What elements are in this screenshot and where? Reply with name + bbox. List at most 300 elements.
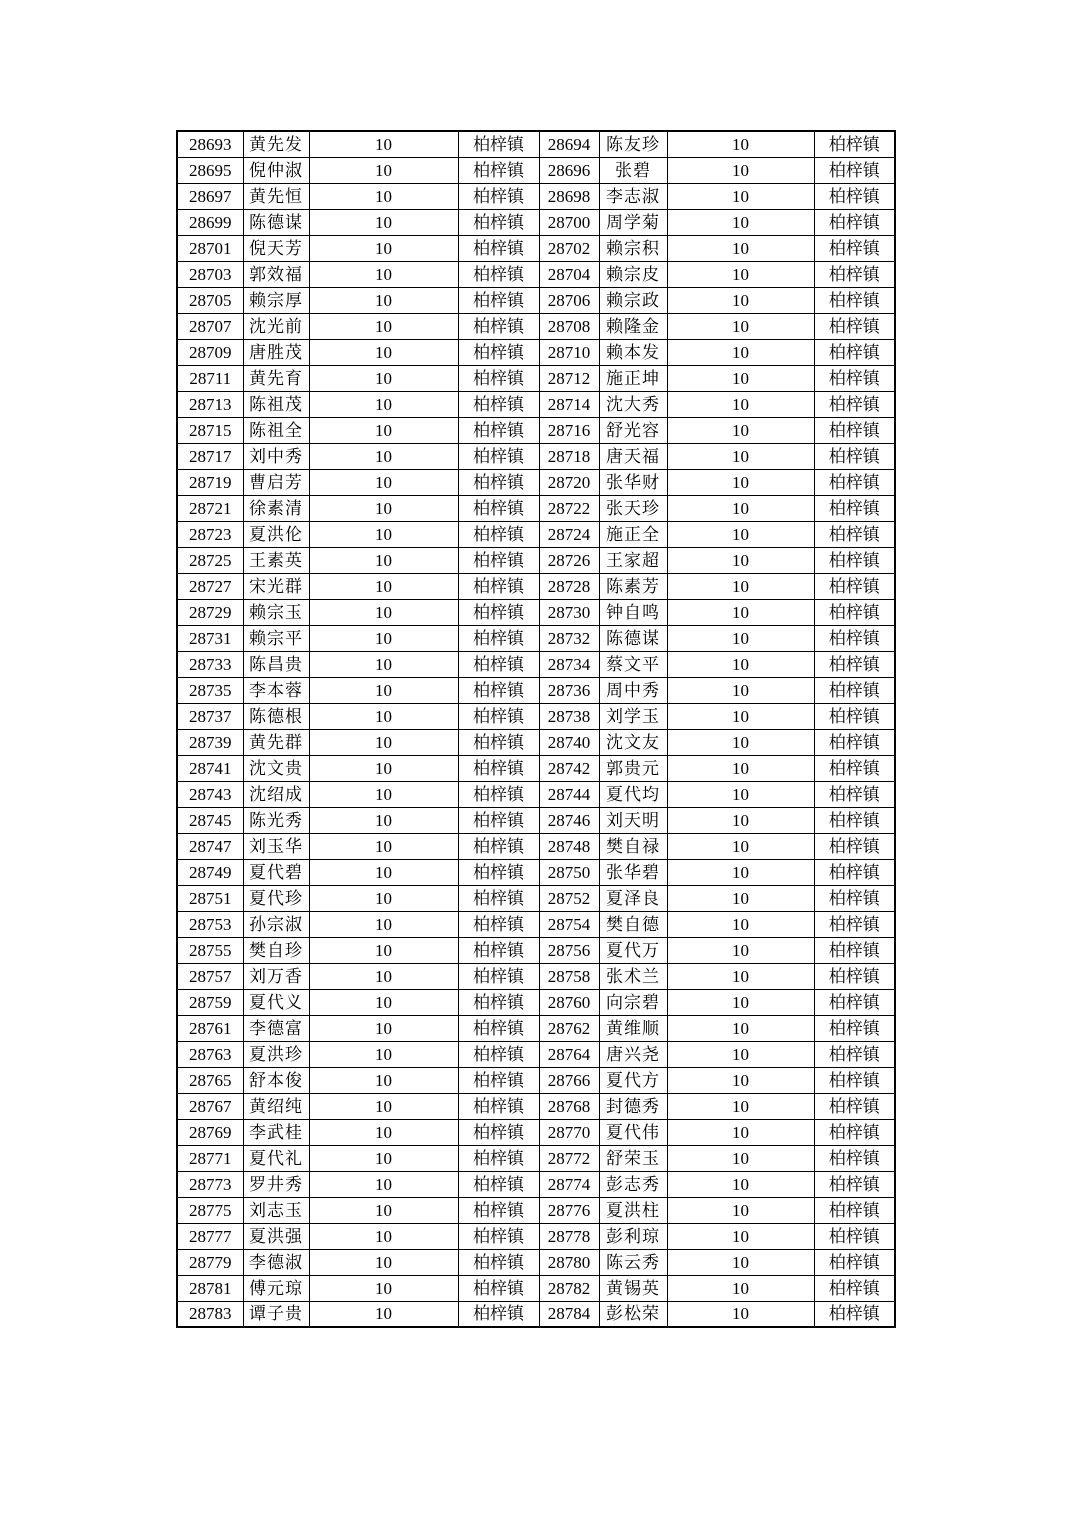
cell-town: 柏梓镇 (814, 521, 895, 547)
cell-id: 28721 (177, 495, 243, 521)
cell-id: 28748 (539, 833, 599, 859)
cell-value: 10 (667, 1197, 814, 1223)
cell-town: 柏梓镇 (458, 781, 539, 807)
cell-name: 沈绍成 (243, 781, 309, 807)
cell-name: 刘万香 (243, 963, 309, 989)
cell-value: 10 (309, 807, 458, 833)
cell-value: 10 (309, 729, 458, 755)
cell-value: 10 (309, 1041, 458, 1067)
cell-id: 28746 (539, 807, 599, 833)
table-row (177, 677, 895, 703)
cell-name: 赖本发 (599, 339, 667, 365)
cell-name: 黄绍纯 (243, 1093, 309, 1119)
roster-table (176, 130, 896, 1328)
cell-id: 28753 (177, 911, 243, 937)
cell-value: 10 (309, 885, 458, 911)
cell-town: 柏梓镇 (814, 599, 895, 625)
cell-value: 10 (667, 521, 814, 547)
cell-value: 10 (667, 937, 814, 963)
cell-town: 柏梓镇 (814, 417, 895, 443)
cell-id: 28720 (539, 469, 599, 495)
cell-name: 夏代礼 (243, 1145, 309, 1171)
table-row (177, 703, 895, 729)
cell-value: 10 (309, 833, 458, 859)
cell-town: 柏梓镇 (458, 573, 539, 599)
cell-name: 樊自珍 (243, 937, 309, 963)
cell-town: 柏梓镇 (814, 287, 895, 313)
table-row (177, 495, 895, 521)
cell-id: 28755 (177, 937, 243, 963)
cell-id: 28736 (539, 677, 599, 703)
cell-value: 10 (309, 1249, 458, 1275)
cell-town: 柏梓镇 (814, 1171, 895, 1197)
cell-id: 28707 (177, 313, 243, 339)
cell-value: 10 (309, 1171, 458, 1197)
table-row (177, 521, 895, 547)
cell-value: 10 (309, 651, 458, 677)
table-row (177, 1145, 895, 1171)
cell-name: 舒荣玉 (599, 1145, 667, 1171)
cell-id: 28696 (539, 157, 599, 183)
cell-value: 10 (667, 859, 814, 885)
cell-town: 柏梓镇 (814, 703, 895, 729)
cell-id: 28761 (177, 1015, 243, 1041)
table-row (177, 391, 895, 417)
cell-id: 28717 (177, 443, 243, 469)
cell-town: 柏梓镇 (458, 677, 539, 703)
cell-id: 28780 (539, 1249, 599, 1275)
cell-value: 10 (309, 365, 458, 391)
cell-name: 赖隆金 (599, 313, 667, 339)
cell-town: 柏梓镇 (458, 287, 539, 313)
table-row (177, 287, 895, 313)
cell-name: 李本蓉 (243, 677, 309, 703)
cell-id: 28756 (539, 937, 599, 963)
cell-id: 28760 (539, 989, 599, 1015)
cell-town: 柏梓镇 (814, 885, 895, 911)
table-row (177, 911, 895, 937)
cell-name: 刘中秀 (243, 443, 309, 469)
cell-name: 孙宗淑 (243, 911, 309, 937)
cell-town: 柏梓镇 (458, 599, 539, 625)
cell-value: 10 (667, 911, 814, 937)
cell-name: 舒本俊 (243, 1067, 309, 1093)
cell-id: 28729 (177, 599, 243, 625)
cell-value: 10 (667, 755, 814, 781)
cell-town: 柏梓镇 (458, 1275, 539, 1301)
cell-name: 樊自德 (599, 911, 667, 937)
cell-name: 施正全 (599, 521, 667, 547)
cell-id: 28741 (177, 755, 243, 781)
cell-id: 28734 (539, 651, 599, 677)
cell-id: 28782 (539, 1275, 599, 1301)
table-row (177, 547, 895, 573)
cell-value: 10 (667, 1223, 814, 1249)
cell-name: 黄先发 (243, 131, 309, 157)
cell-id: 28722 (539, 495, 599, 521)
cell-value: 10 (667, 183, 814, 209)
cell-id: 28757 (177, 963, 243, 989)
cell-name: 李武桂 (243, 1119, 309, 1145)
cell-name: 陈祖全 (243, 417, 309, 443)
cell-town: 柏梓镇 (458, 443, 539, 469)
cell-name: 陈德谋 (243, 209, 309, 235)
cell-name: 倪仲淑 (243, 157, 309, 183)
cell-town: 柏梓镇 (814, 1145, 895, 1171)
table-row (177, 1249, 895, 1275)
cell-id: 28706 (539, 287, 599, 313)
cell-name: 陈昌贵 (243, 651, 309, 677)
cell-name: 李德富 (243, 1015, 309, 1041)
cell-value: 10 (309, 287, 458, 313)
cell-value: 10 (667, 391, 814, 417)
table-row (177, 313, 895, 339)
cell-value: 10 (667, 1171, 814, 1197)
cell-id: 28742 (539, 755, 599, 781)
cell-town: 柏梓镇 (814, 261, 895, 287)
cell-id: 28763 (177, 1041, 243, 1067)
cell-name: 王家超 (599, 547, 667, 573)
cell-id: 28778 (539, 1223, 599, 1249)
cell-name: 徐素清 (243, 495, 309, 521)
table-row (177, 131, 895, 157)
cell-town: 柏梓镇 (458, 1015, 539, 1041)
cell-name: 夏洪柱 (599, 1197, 667, 1223)
cell-id: 28732 (539, 625, 599, 651)
cell-value: 10 (309, 1145, 458, 1171)
cell-name: 郭贵元 (599, 755, 667, 781)
cell-town: 柏梓镇 (458, 521, 539, 547)
table-row (177, 1015, 895, 1041)
cell-value: 10 (667, 989, 814, 1015)
cell-town: 柏梓镇 (814, 1015, 895, 1041)
cell-id: 28693 (177, 131, 243, 157)
cell-value: 10 (309, 131, 458, 157)
cell-value: 10 (667, 833, 814, 859)
cell-id: 28758 (539, 963, 599, 989)
cell-id: 28765 (177, 1067, 243, 1093)
cell-town: 柏梓镇 (814, 833, 895, 859)
cell-town: 柏梓镇 (814, 391, 895, 417)
cell-name: 周学菊 (599, 209, 667, 235)
cell-id: 28695 (177, 157, 243, 183)
cell-name: 夏泽良 (599, 885, 667, 911)
cell-name: 张碧 (599, 157, 667, 183)
table-row (177, 989, 895, 1015)
cell-town: 柏梓镇 (814, 547, 895, 573)
table-row (177, 209, 895, 235)
cell-id: 28719 (177, 469, 243, 495)
cell-value: 10 (667, 417, 814, 443)
cell-id: 28737 (177, 703, 243, 729)
table-row (177, 1067, 895, 1093)
cell-town: 柏梓镇 (814, 1249, 895, 1275)
cell-town: 柏梓镇 (458, 937, 539, 963)
cell-value: 10 (309, 625, 458, 651)
cell-value: 10 (667, 469, 814, 495)
cell-town: 柏梓镇 (814, 157, 895, 183)
cell-id: 28715 (177, 417, 243, 443)
cell-name: 唐天福 (599, 443, 667, 469)
cell-name: 王素英 (243, 547, 309, 573)
cell-name: 夏代珍 (243, 885, 309, 911)
cell-value: 10 (309, 261, 458, 287)
cell-name: 黄锡英 (599, 1275, 667, 1301)
cell-town: 柏梓镇 (458, 1067, 539, 1093)
cell-town: 柏梓镇 (814, 755, 895, 781)
table-row (177, 859, 895, 885)
cell-id: 28704 (539, 261, 599, 287)
cell-id: 28762 (539, 1015, 599, 1041)
cell-town: 柏梓镇 (814, 1067, 895, 1093)
table-row (177, 573, 895, 599)
cell-town: 柏梓镇 (458, 547, 539, 573)
cell-name: 赖宗厚 (243, 287, 309, 313)
cell-town: 柏梓镇 (814, 235, 895, 261)
cell-town: 柏梓镇 (458, 391, 539, 417)
cell-name: 夏代万 (599, 937, 667, 963)
cell-value: 10 (309, 521, 458, 547)
table-row (177, 157, 895, 183)
table-row (177, 755, 895, 781)
cell-id: 28699 (177, 209, 243, 235)
cell-value: 10 (309, 339, 458, 365)
cell-id: 28784 (539, 1301, 599, 1327)
cell-value: 10 (309, 183, 458, 209)
cell-town: 柏梓镇 (814, 807, 895, 833)
cell-town: 柏梓镇 (458, 1119, 539, 1145)
cell-name: 曹启芳 (243, 469, 309, 495)
cell-id: 28714 (539, 391, 599, 417)
cell-value: 10 (667, 703, 814, 729)
cell-id: 28703 (177, 261, 243, 287)
cell-town: 柏梓镇 (814, 495, 895, 521)
cell-value: 10 (667, 807, 814, 833)
cell-town: 柏梓镇 (458, 833, 539, 859)
table-row (177, 1275, 895, 1301)
cell-id: 28723 (177, 521, 243, 547)
cell-name: 夏代伟 (599, 1119, 667, 1145)
cell-id: 28739 (177, 729, 243, 755)
cell-town: 柏梓镇 (458, 625, 539, 651)
cell-id: 28710 (539, 339, 599, 365)
cell-name: 沈大秀 (599, 391, 667, 417)
cell-id: 28769 (177, 1119, 243, 1145)
cell-name: 张华财 (599, 469, 667, 495)
cell-value: 10 (309, 1275, 458, 1301)
cell-id: 28766 (539, 1067, 599, 1093)
cell-value: 10 (309, 209, 458, 235)
cell-name: 赖宗平 (243, 625, 309, 651)
cell-name: 樊自禄 (599, 833, 667, 859)
cell-town: 柏梓镇 (814, 729, 895, 755)
cell-name: 张术兰 (599, 963, 667, 989)
cell-id: 28735 (177, 677, 243, 703)
cell-name: 彭松荣 (599, 1301, 667, 1327)
cell-id: 28777 (177, 1223, 243, 1249)
cell-id: 28767 (177, 1093, 243, 1119)
cell-town: 柏梓镇 (814, 1275, 895, 1301)
cell-name: 舒光容 (599, 417, 667, 443)
table-row (177, 1093, 895, 1119)
cell-town: 柏梓镇 (814, 937, 895, 963)
cell-town: 柏梓镇 (458, 859, 539, 885)
table-row (177, 651, 895, 677)
cell-town: 柏梓镇 (458, 261, 539, 287)
table-row (177, 261, 895, 287)
cell-value: 10 (309, 937, 458, 963)
cell-town: 柏梓镇 (458, 183, 539, 209)
cell-town: 柏梓镇 (458, 313, 539, 339)
cell-town: 柏梓镇 (458, 157, 539, 183)
cell-town: 柏梓镇 (814, 625, 895, 651)
cell-town: 柏梓镇 (458, 885, 539, 911)
cell-value: 10 (667, 443, 814, 469)
cell-name: 唐胜茂 (243, 339, 309, 365)
cell-name: 唐兴尧 (599, 1041, 667, 1067)
cell-town: 柏梓镇 (458, 1301, 539, 1327)
cell-value: 10 (309, 1301, 458, 1327)
cell-town: 柏梓镇 (458, 1249, 539, 1275)
cell-value: 10 (667, 1301, 814, 1327)
cell-id: 28738 (539, 703, 599, 729)
cell-value: 10 (667, 1119, 814, 1145)
cell-value: 10 (309, 1197, 458, 1223)
table-row (177, 1171, 895, 1197)
cell-value: 10 (667, 157, 814, 183)
cell-town: 柏梓镇 (814, 1119, 895, 1145)
cell-value: 10 (667, 729, 814, 755)
cell-id: 28750 (539, 859, 599, 885)
cell-id: 28718 (539, 443, 599, 469)
cell-town: 柏梓镇 (814, 1197, 895, 1223)
cell-town: 柏梓镇 (814, 469, 895, 495)
cell-town: 柏梓镇 (458, 755, 539, 781)
cell-value: 10 (667, 651, 814, 677)
cell-town: 柏梓镇 (814, 781, 895, 807)
cell-name: 夏代均 (599, 781, 667, 807)
table-row (177, 183, 895, 209)
cell-town: 柏梓镇 (458, 1197, 539, 1223)
table-row (177, 417, 895, 443)
cell-value: 10 (667, 365, 814, 391)
cell-id: 28772 (539, 1145, 599, 1171)
cell-town: 柏梓镇 (458, 729, 539, 755)
cell-value: 10 (309, 677, 458, 703)
cell-name: 蔡文平 (599, 651, 667, 677)
cell-id: 28713 (177, 391, 243, 417)
cell-value: 10 (309, 547, 458, 573)
cell-id: 28759 (177, 989, 243, 1015)
cell-name: 向宗碧 (599, 989, 667, 1015)
cell-town: 柏梓镇 (458, 911, 539, 937)
cell-town: 柏梓镇 (458, 131, 539, 157)
cell-name: 赖宗积 (599, 235, 667, 261)
cell-id: 28727 (177, 573, 243, 599)
cell-name: 陈光秀 (243, 807, 309, 833)
table-row (177, 1223, 895, 1249)
cell-id: 28747 (177, 833, 243, 859)
cell-id: 28725 (177, 547, 243, 573)
cell-town: 柏梓镇 (458, 339, 539, 365)
cell-name: 黄先恒 (243, 183, 309, 209)
cell-value: 10 (667, 677, 814, 703)
cell-town: 柏梓镇 (814, 651, 895, 677)
cell-value: 10 (667, 495, 814, 521)
cell-value: 10 (309, 469, 458, 495)
cell-value: 10 (667, 209, 814, 235)
cell-town: 柏梓镇 (814, 859, 895, 885)
cell-town: 柏梓镇 (458, 1171, 539, 1197)
table-row (177, 1041, 895, 1067)
table-row (177, 599, 895, 625)
cell-id: 28743 (177, 781, 243, 807)
cell-name: 沈文友 (599, 729, 667, 755)
cell-town: 柏梓镇 (814, 313, 895, 339)
cell-town: 柏梓镇 (458, 209, 539, 235)
cell-town: 柏梓镇 (458, 417, 539, 443)
cell-town: 柏梓镇 (458, 1041, 539, 1067)
cell-town: 柏梓镇 (814, 209, 895, 235)
cell-id: 28770 (539, 1119, 599, 1145)
cell-value: 10 (667, 1093, 814, 1119)
cell-name: 陈友珍 (599, 131, 667, 157)
cell-value: 10 (667, 131, 814, 157)
cell-name: 刘玉华 (243, 833, 309, 859)
cell-id: 28749 (177, 859, 243, 885)
cell-id: 28728 (539, 573, 599, 599)
cell-name: 刘学玉 (599, 703, 667, 729)
table-row (177, 443, 895, 469)
cell-value: 10 (667, 339, 814, 365)
cell-id: 28700 (539, 209, 599, 235)
cell-value: 10 (309, 859, 458, 885)
cell-town: 柏梓镇 (814, 365, 895, 391)
cell-name: 夏代义 (243, 989, 309, 1015)
table-row (177, 833, 895, 859)
cell-value: 10 (667, 1275, 814, 1301)
cell-name: 张华碧 (599, 859, 667, 885)
cell-value: 10 (309, 391, 458, 417)
table-row (177, 1301, 895, 1327)
cell-value: 10 (667, 963, 814, 989)
cell-value: 10 (667, 781, 814, 807)
cell-value: 10 (667, 885, 814, 911)
cell-town: 柏梓镇 (814, 183, 895, 209)
table-row (177, 469, 895, 495)
cell-value: 10 (309, 911, 458, 937)
cell-id: 28701 (177, 235, 243, 261)
cell-id: 28744 (539, 781, 599, 807)
cell-id: 28711 (177, 365, 243, 391)
cell-value: 10 (667, 625, 814, 651)
cell-value: 10 (667, 287, 814, 313)
cell-id: 28697 (177, 183, 243, 209)
cell-name: 李德淑 (243, 1249, 309, 1275)
cell-value: 10 (309, 1223, 458, 1249)
cell-name: 赖宗玉 (243, 599, 309, 625)
cell-name: 施正坤 (599, 365, 667, 391)
cell-value: 10 (309, 573, 458, 599)
cell-town: 柏梓镇 (458, 469, 539, 495)
cell-value: 10 (667, 261, 814, 287)
cell-id: 28781 (177, 1275, 243, 1301)
cell-value: 10 (309, 443, 458, 469)
table-row (177, 1119, 895, 1145)
cell-town: 柏梓镇 (458, 1093, 539, 1119)
table-row (177, 729, 895, 755)
table-row (177, 937, 895, 963)
